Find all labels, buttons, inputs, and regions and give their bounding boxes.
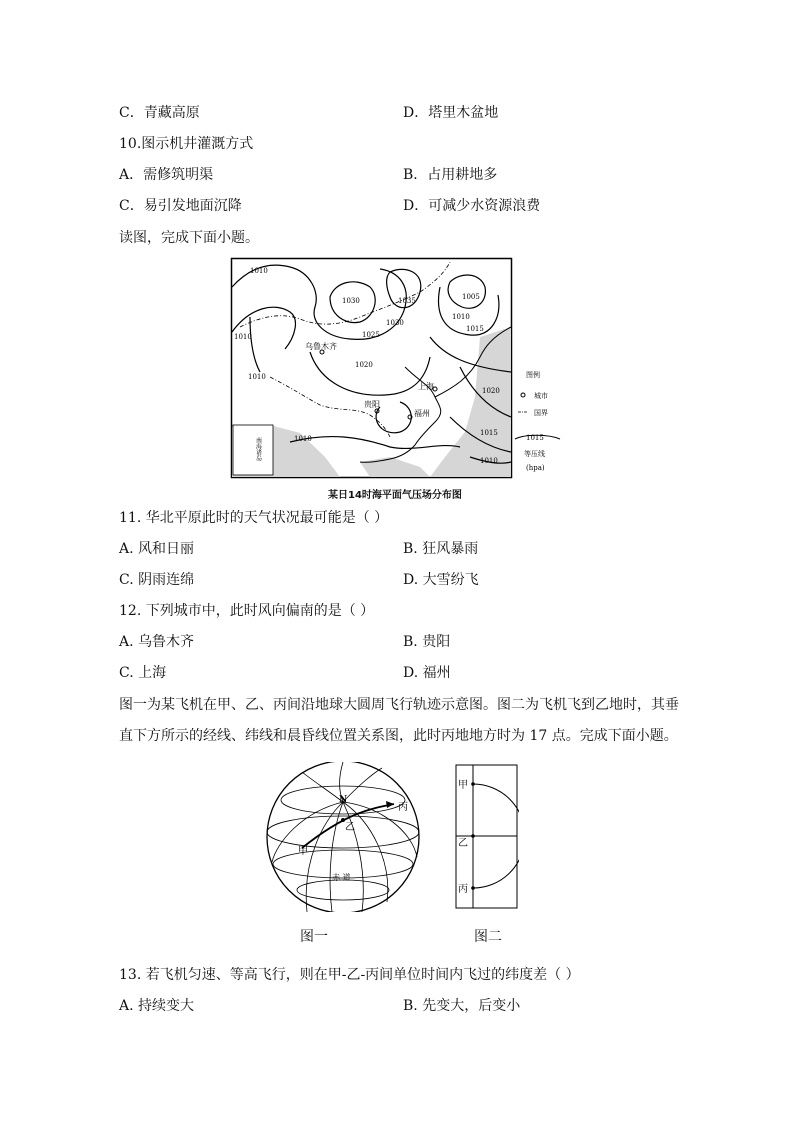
q10-stem: 10.图示机井灌溉方式	[119, 136, 254, 152]
isobar-label: 1025	[362, 331, 380, 339]
fig2-jia: 甲	[458, 780, 468, 791]
isobar-label: 1030	[342, 297, 360, 305]
terminator-figure	[455, 764, 519, 910]
fig2-yi: 乙	[458, 838, 468, 849]
legend-border: 国界	[534, 409, 548, 417]
q10-option-c: C．易引发地面沉降	[119, 198, 242, 214]
legend-title: 图例	[526, 371, 540, 379]
city-shanghai: 上海	[418, 382, 434, 391]
q12-option-b: B. 贵阳	[403, 634, 451, 650]
isobar-label: 1005	[462, 293, 480, 301]
globe-north: N	[339, 795, 348, 805]
q11-option-b: B. 狂风暴雨	[403, 541, 479, 557]
fig2-bing: 丙	[458, 884, 468, 895]
isobar-label: 1010	[234, 333, 252, 341]
q12-stem: 12. 下列城市中，此时风向偏南的是（ ）	[119, 603, 375, 619]
inset-label: 南海诸岛	[254, 437, 262, 461]
pressure-map	[230, 257, 570, 481]
isobar-label: 1015	[466, 325, 484, 333]
isobar-label: 1010	[452, 313, 470, 321]
q10-option-d: D．可减少水资源浪费	[403, 198, 541, 214]
isobar-label: 1020	[482, 387, 500, 395]
isobar-label: 1015	[480, 429, 498, 437]
intro-map: 读图，完成下面小题。	[119, 230, 259, 246]
figure2-label: 图二	[474, 929, 502, 945]
isobar-label: 1030	[386, 319, 404, 327]
q13-option-a: A. 持续变大	[119, 998, 195, 1014]
legend-city: 城市	[534, 392, 548, 400]
legend-isobar-sample: 1015	[526, 434, 544, 442]
q10-option-a: A．需修筑明渠	[119, 167, 214, 183]
q12-option-d: D. 福州	[403, 665, 451, 681]
map-caption: 某日14时海平面气压场分布图	[328, 490, 462, 501]
isobar-label: 1010	[250, 267, 268, 275]
legend-isobar: 等压线	[524, 450, 545, 458]
globe-yi: 乙	[345, 822, 355, 833]
q11-option-c: C. 阴雨连绵	[119, 572, 195, 588]
q11-stem: 11. 华北平原此时的天气状况最可能是（ ）	[119, 510, 389, 526]
q10-option-b: B．占用耕地多	[403, 167, 498, 183]
globe-equator: 赤 道	[332, 873, 351, 882]
q9-option-c: C．青藏高原	[119, 105, 200, 121]
q9-option-d: D．塔里木盆地	[403, 105, 499, 121]
q11-option-d: D. 大雪纷飞	[403, 572, 479, 588]
q13-option-b: B. 先变大，后变小	[403, 998, 521, 1014]
isobar-label: 1020	[355, 361, 373, 369]
city-urumqi: 乌鲁木齐	[305, 342, 337, 351]
figure1-label: 图一	[300, 929, 328, 945]
intro-globe: 图一为某飞机在甲、乙、丙间沿地球大圆周飞行轨迹示意图。图二为飞机飞到乙地时，其垂直下方所示的经线、纬线和晨昏线位置关系图，此时丙地地方时为 17 点。完成下面小题。	[119, 697, 679, 744]
q12-option-c: C. 上海	[119, 665, 167, 681]
isobar-label: 1010	[248, 373, 266, 381]
city-fuzhou: 福州	[414, 409, 430, 418]
globe-figure	[262, 762, 424, 912]
q12-option-a: A. 乌鲁木齐	[119, 634, 195, 650]
city-guiyang: 贵阳	[364, 400, 380, 409]
isobar-label: 1010	[480, 457, 498, 465]
globe-jia: 甲	[298, 846, 308, 857]
globe-bing: 丙	[398, 802, 408, 813]
isobar-label: 1035	[398, 297, 416, 305]
legend-unit: (hpa)	[526, 464, 545, 472]
isobar-label: 1010	[294, 435, 312, 443]
q11-option-a: A. 风和日丽	[119, 541, 195, 557]
q13-stem: 13. 若飞机匀速、等高飞行，则在甲-乙-丙间单位时间内飞过的纬度差（ ）	[119, 967, 580, 983]
